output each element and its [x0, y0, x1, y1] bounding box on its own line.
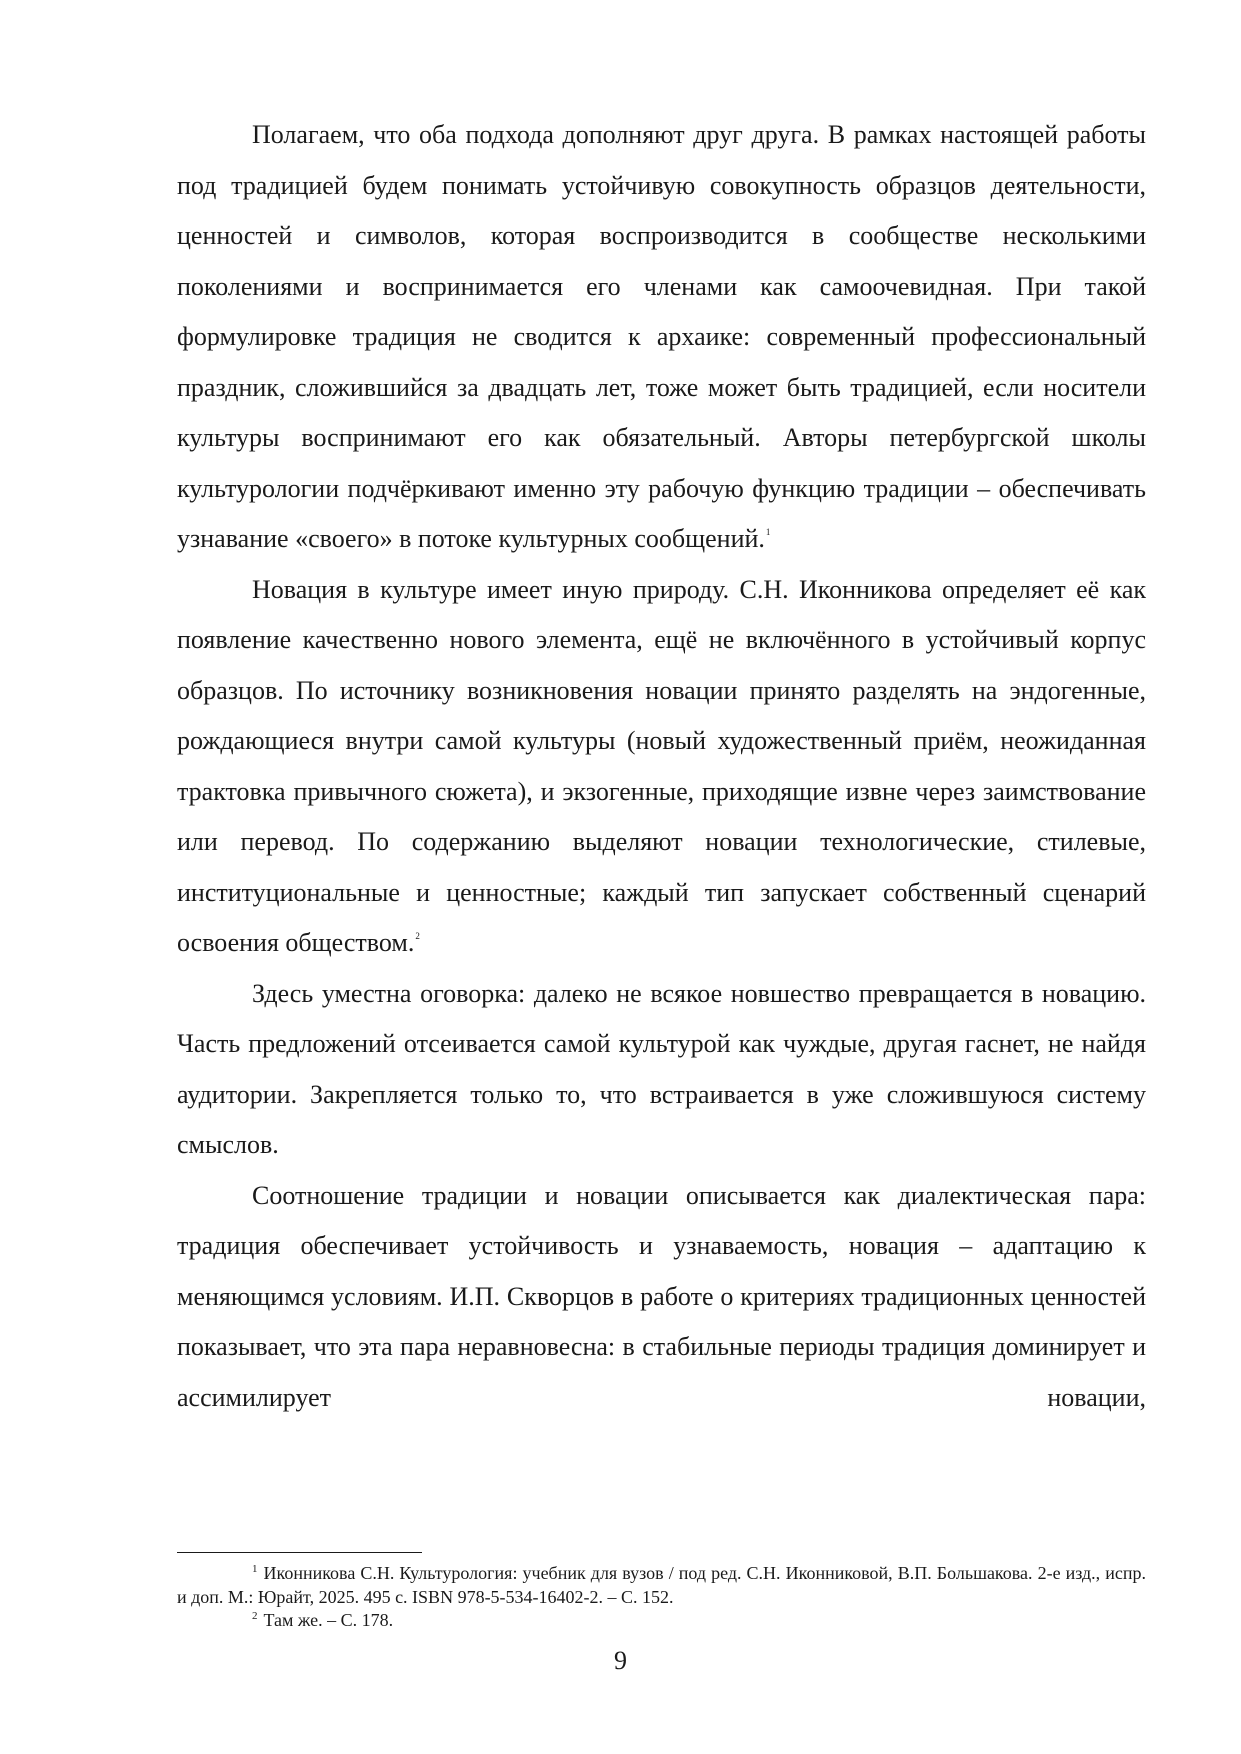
footnote-number: 1 [252, 1563, 258, 1575]
footnote-reference[interactable]: 2 [415, 931, 420, 941]
footnote-text: Иконникова С.Н. Культурология: учебник для вузов / под ред. С.Н. Иконниковой, В.П. Большакова. 2-е изд., испр. и доп. М.: Юрайт, 2025. 495 с. ISBN 978-5-534-16402-2. – С. 152. [177, 1563, 1146, 1607]
footnote-text: Там же. – С. 178. [263, 1610, 394, 1630]
paragraph-text: Полагаем, что оба подхода дополняют друг друга. В рамках настоящей работы под традицией будем понимать устойчивую совокупность образцов деятельности, ценностей и символов, которая воспроизводится в сообществе несколькими поколениями и воспринимается его членами как самоочевидная. При такой формулировке традиция не сводится к архаике: современный профессиональный праздник, сложившийся за двадцать лет, тоже может быть традицией, если носители культуры воспринимают его как обязательный. Авторы петербургской школы культурологии подчёркивают именно эту рабочую функцию традиции – обеспечивать узнавание «своего» в потоке культурных сообщений. [177, 120, 1146, 553]
paragraph-text: Соотношение традиции и новации описывается как диалектическая пара: традиция обеспечивает устойчивость и узнаваемость, новация – адаптацию к меняющимся условиям. И.П. Скворцов в работе о критериях традиционных ценностей показывает, что эта пара неравновесна: в стабильные периоды традиция доминирует и ассимилирует новации, [177, 1180, 1146, 1412]
paragraph-4 [177, 1171, 1146, 1424]
paragraph-1 [177, 110, 1146, 565]
paragraph-2 [177, 565, 1146, 969]
paragraph-3 [177, 969, 1146, 1171]
footnote-1 [177, 1562, 1146, 1609]
paragraph-text: Здесь уместна оговорка: далеко не всякое новшество превращается в новацию. Часть предложений отсеивается самой культурой как чуждые, другая гаснет, не найдя аудитории. Закрепляется только то, что встраивается в уже сложившуюся систему смыслов. [177, 978, 1146, 1159]
footnotes [177, 1562, 1146, 1633]
footnote-2 [177, 1609, 1146, 1633]
body-text [177, 110, 1146, 1423]
paragraph-text: Новация в культуре имеет иную природу. С.Н. Иконникова определяет её как появление качественно нового элемента, ещё не включённого в устойчивый корпус образцов. По источнику возникновения новации принято разделять на эндогенные, рождающиеся внутри самой культуры (новый художественный приём, неожиданная трактовка привычного сюжета), и экзогенные, приходящие извне через заимствование или перевод. По содержанию выделяют новации технологические, стилевые, институциональные и ценностные; каждый тип запускает собственный сценарий освоения обществом. [177, 574, 1146, 957]
footnote-separator [177, 1552, 422, 1553]
page-number: 9 [614, 1646, 627, 1675]
footnote-number: 2 [252, 1610, 258, 1622]
footnote-reference[interactable]: 1 [765, 527, 771, 537]
